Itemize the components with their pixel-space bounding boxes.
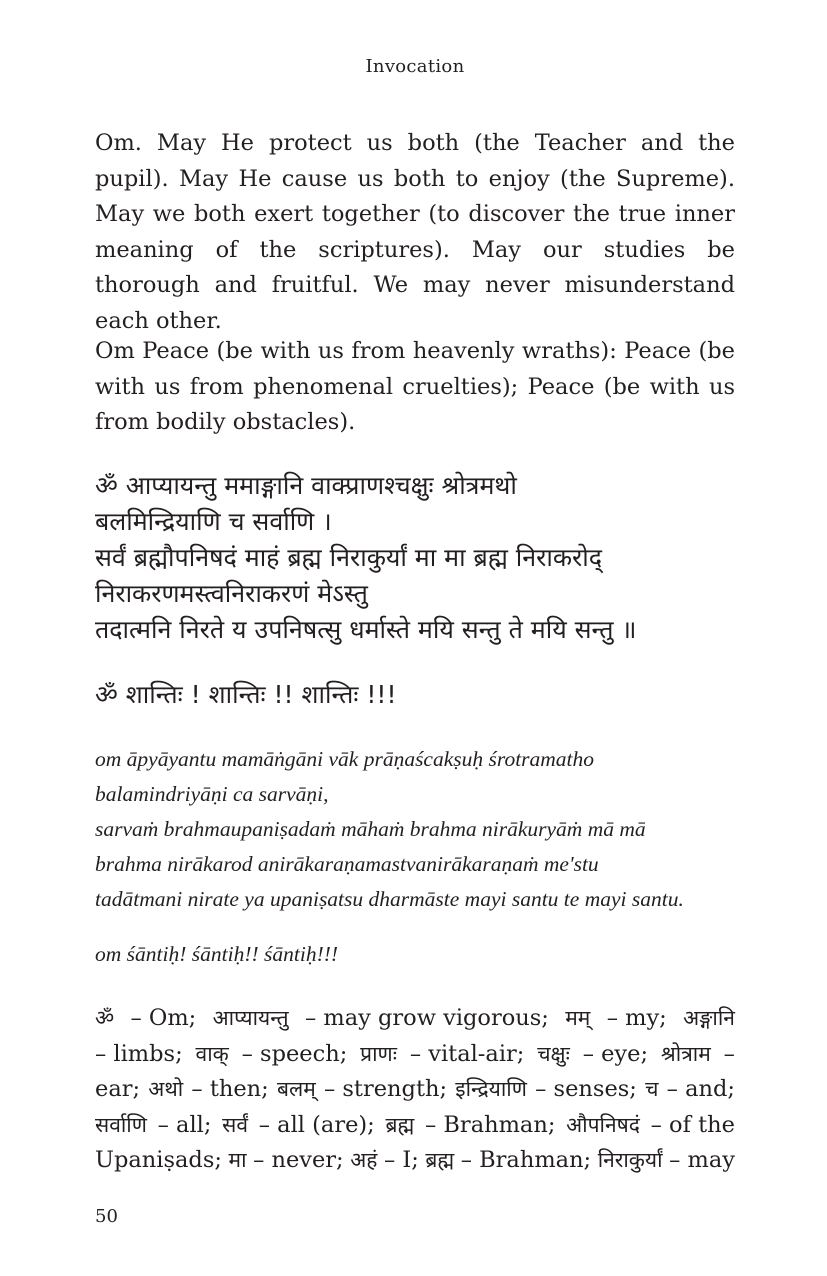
term-meaning: – eye;: [582, 1040, 649, 1067]
term-meaning: – Om;: [130, 1005, 197, 1031]
sanskrit-term: मा: [228, 1148, 247, 1173]
translation-paragraph-2: Om Peace (be with us from heavenly wraths): Peace (be with us from phenomenal cruelties); Peace (be with us from bodily obstacles).: [95, 338, 735, 435]
sanskrit-term: मम्: [565, 1006, 591, 1030]
term-meaning: – then;: [191, 1076, 269, 1103]
glossary-line: [95, 1037, 735, 1073]
term-meaning: – Brahman;: [425, 1111, 556, 1138]
transliteration-peace-invocation: om śāntiḥ! śāntiḥ!! śāntiḥ!!!: [95, 942, 339, 966]
term-meaning: – all (are);: [258, 1111, 375, 1138]
page-number: 50: [95, 1206, 118, 1227]
term-meaning: – my;: [606, 1005, 667, 1031]
sanskrit-term: इन्द्रियाणि: [455, 1077, 527, 1102]
term-meaning: – may grow vigorous;: [304, 1005, 549, 1031]
sanskrit-term: निराकुर्यां: [597, 1148, 663, 1173]
glossary-line: [95, 1072, 735, 1108]
sanskrit-term: औपनिषदं: [566, 1112, 640, 1137]
term-meaning: – may: [669, 1147, 735, 1174]
transliteration-line: sarvaṁ brahmaupaniṣadaṁ māhaṁ brahma nirākuryāṁ mā mā: [95, 817, 646, 841]
term-meaning: – Brahman;: [460, 1147, 592, 1174]
term-meaning: Upaniṣads;: [95, 1147, 222, 1174]
term-meaning: – of the: [650, 1111, 735, 1138]
transliteration-line: tadātmani nirate ya upaniṣatsu dharmāste mayi santu te mayi santu.: [95, 887, 684, 911]
transliteration-line: balamindriyāṇi ca sarvāṇi,: [95, 782, 329, 806]
term-meaning: – strength;: [323, 1076, 448, 1103]
transliteration-verse: [95, 742, 755, 917]
sanskrit-term: सर्वं: [222, 1112, 249, 1137]
sanskrit-term: प्राणः: [360, 1041, 397, 1066]
term-meaning: – senses;: [535, 1076, 637, 1103]
sanskrit-term: च: [645, 1077, 659, 1102]
word-glossary: [95, 1001, 735, 1179]
sanskrit-verse-line: तदात्मनि निरते य उपनिषत्सु धर्मास्ते मयि सन्तु ते मयि सन्तु ॥: [95, 615, 637, 644]
sanskrit-term: बलम्: [276, 1077, 316, 1102]
sanskrit-verse-line: निराकरणमस्त्वनिराकरणं मेऽस्तु: [95, 579, 368, 608]
running-title: Invocation: [365, 56, 465, 77]
term-meaning: – speech;: [241, 1040, 348, 1067]
sanskrit-term: ब्रह्म: [385, 1112, 415, 1137]
sanskrit-verse: [95, 468, 735, 648]
term-meaning: ear;: [95, 1076, 141, 1103]
sanskrit-term: अथो: [148, 1077, 184, 1102]
sanskrit-term: अङ्गानि: [683, 1006, 735, 1030]
glossary-line: [95, 1108, 735, 1144]
sanskrit-verse-line: ॐ आप्यायन्तु ममाङ्गानि वाक्प्राणश्चक्षुः श्रोत्रमथो: [95, 471, 517, 500]
sanskrit-term: सर्वाणि: [95, 1112, 147, 1137]
sanskrit-term: अहं: [350, 1148, 378, 1173]
sanskrit-term: ब्रह्म: [425, 1148, 455, 1173]
term-meaning: – never;: [253, 1147, 344, 1174]
translation-paragraph-1: Om. May He protect us both (the Teacher and the pupil). May He cause us both to enjoy (the Supreme). May we both exert together (to discover the true inner meaning of the scriptures). May our studies be thorough and fruitful. We may never misunderstand each other.: [95, 130, 735, 334]
term-meaning: – and;: [666, 1076, 735, 1103]
term-meaning: – vital-air;: [409, 1040, 525, 1067]
transliteration-line: om āpyāyantu mamāṅgāni vāk prāṇaścakṣuḥ śrotramatho: [95, 747, 595, 771]
book-page: [95, 0, 735, 1276]
glossary-line: [95, 1143, 735, 1179]
sanskrit-verse-line: सर्वं ब्रह्मौपनिषदं माहं ब्रह्म निराकुर्यां मा मा ब्रह्म निराकरोद्: [95, 543, 603, 572]
transliteration-line: brahma nirākarod anirākaraṇamastvanirākaraṇaṁ me'stu: [95, 852, 599, 876]
term-meaning: –: [723, 1040, 735, 1067]
sanskrit-term: आप्यायन्तु: [212, 1006, 289, 1030]
sanskrit-term: ॐ: [95, 1006, 115, 1030]
term-meaning: – all;: [157, 1111, 212, 1138]
sanskrit-term: चक्षुः: [537, 1041, 570, 1066]
sanskrit-term: श्रोत्राम: [660, 1041, 711, 1066]
glossary-line: [95, 1001, 735, 1037]
sanskrit-peace-invocation: ॐ शान्तिः ! शान्तिः !! शान्तिः !!!: [95, 680, 397, 709]
sanskrit-term: वाक्: [195, 1041, 229, 1066]
sanskrit-verse-line: बलमिन्द्रियाणि च सर्वाणि ।: [95, 507, 332, 536]
term-meaning: – I;: [383, 1147, 419, 1174]
term-meaning: – limbs;: [95, 1040, 183, 1067]
